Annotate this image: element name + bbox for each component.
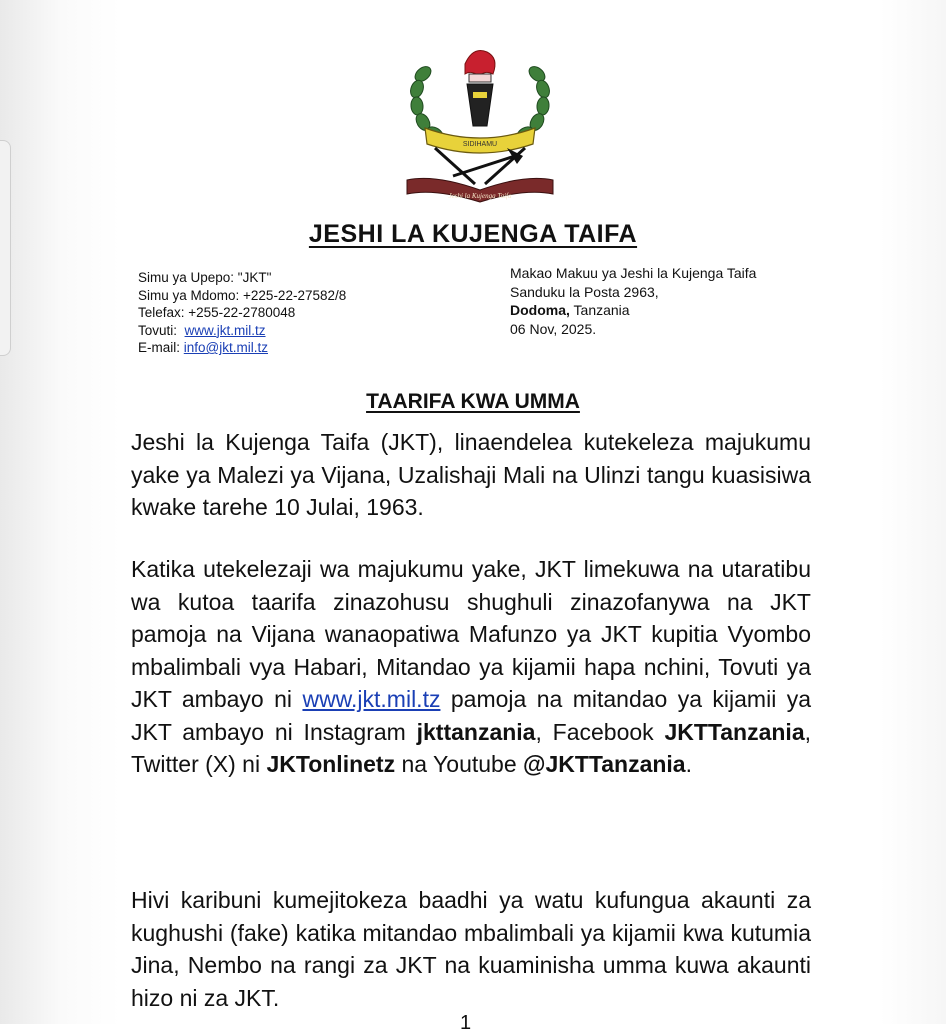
letter-date: 06 Nov, 2025. bbox=[510, 320, 597, 337]
address-city-line bbox=[510, 301, 830, 320]
address-line-2: Sanduku la Posta 2963, bbox=[510, 283, 659, 300]
email-label: E-mail: bbox=[138, 340, 181, 355]
organization-title: JESHI LA KUJENGA TAIFA bbox=[308, 220, 638, 248]
paragraph-2-text-d: , Twitter (X) ni bbox=[131, 718, 811, 777]
page-number: 1 bbox=[460, 1012, 472, 1034]
website-label: Tovuti: bbox=[138, 322, 178, 338]
paragraph-2-text-e: na Youtube bbox=[395, 751, 524, 777]
instagram-handle: jkttanzania bbox=[416, 718, 536, 745]
address-line-1: Makao Makuu ya Jeshi la Kujenga Taifa bbox=[510, 265, 757, 281]
paragraph-2 bbox=[131, 553, 811, 781]
jkt-emblem-logo bbox=[395, 44, 565, 204]
email-link[interactable]: info@jkt.mil.tz bbox=[183, 340, 268, 355]
torch-flame-icon bbox=[465, 51, 495, 77]
website-contact bbox=[138, 322, 498, 340]
fax-contact: Telefax: +255-22-2780048 bbox=[138, 305, 296, 320]
twitter-handle: JKTonlinetz bbox=[266, 751, 396, 777]
paragraph-2-text-c: , Facebook bbox=[535, 718, 665, 745]
paragraph-2-text-b: pamoja na mitandao ya kijamii ya JKT ambayo ni Instagram bbox=[131, 686, 812, 745]
website-link[interactable]: www.jkt.mil.tz bbox=[184, 322, 266, 338]
notice-title: TAARIFA KWA UMMA bbox=[366, 390, 580, 413]
banner-text: SIDIHAMU bbox=[462, 141, 498, 148]
youtube-handle: @JKTTanzania bbox=[523, 751, 686, 777]
motto-text: Jeshi la Kujenga Taifa bbox=[448, 192, 512, 200]
paragraph-2-text-a: Katika utekelezaji wa majukumu yake, JKT limekuwa na utaratibu wa kutoa taarifa zinazohusu shughuli zinazofanywa na JKT pamoja na Vijana wanaopatiwa Mafunzo ya JKT kupitia Vyombo mbalimbali vya Habari, Mitandao ya kijamii hapa nchini, Tovuti ya JKT ambayo ni bbox=[131, 556, 811, 712]
address-block bbox=[510, 264, 830, 338]
contact-block bbox=[138, 269, 498, 357]
torch-handle-icon bbox=[467, 84, 493, 126]
phone-contact: Simu ya Mdomo: +225-22-27582/8 bbox=[138, 287, 347, 303]
address-city: Dodoma, bbox=[510, 302, 570, 318]
paragraph-1: Jeshi la Kujenga Taifa (JKT), linaendelea kutekeleza majukumu yake ya Malezi ya Vijana, Uzalishaji Mali na Ulinzi tangu kuasisiwa kwake tarehe 10 Julai, 1963. bbox=[131, 429, 811, 520]
paragraph-website-link[interactable]: www.jkt.mil.tz bbox=[302, 686, 441, 712]
paragraph-2-text-f: . bbox=[685, 751, 692, 777]
address-country: Tanzania bbox=[573, 302, 630, 318]
radio-contact: Simu ya Upepo: "JKT" bbox=[138, 270, 272, 285]
paragraph-3: Hivi karibuni kumejitokeza baadhi ya watu kufungua akaunti za kughushi (fake) katika mitandao mbalimbali ya kijamii kwa kutumia Jina, Nembo na rangi za JKT na kuaminisha umma kuwa akaunti hizo ni za JKT. bbox=[131, 887, 811, 1011]
facebook-handle: JKTTanzania bbox=[664, 718, 805, 745]
email-contact bbox=[138, 339, 498, 357]
